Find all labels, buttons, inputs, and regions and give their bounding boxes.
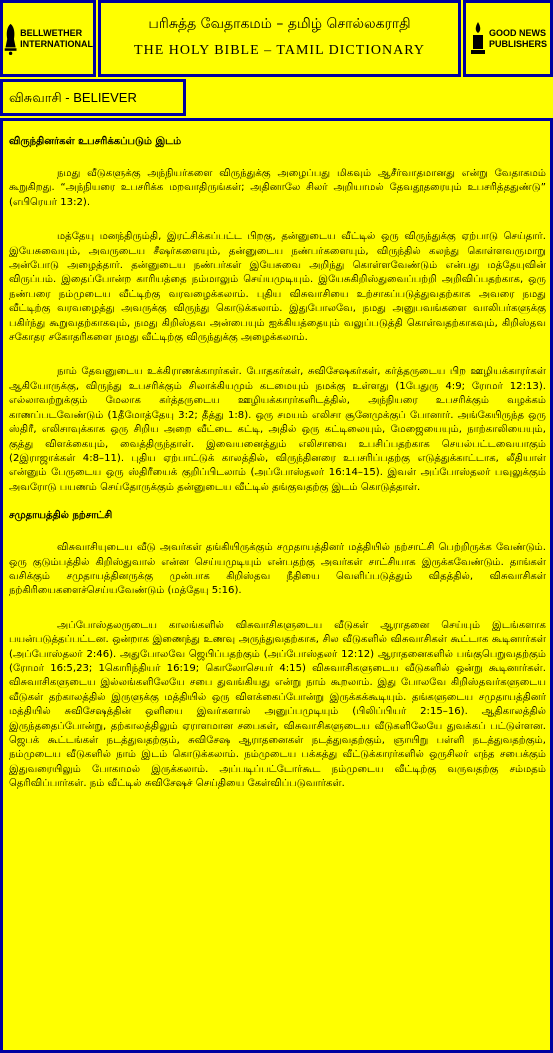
bellwether-logo-box — [0, 0, 96, 77]
good-news-logo — [466, 3, 550, 74]
entry-english: BELIEVER — [73, 90, 137, 105]
left-logo-line-1: BELLWETHER — [20, 27, 83, 38]
lamp-icon — [469, 19, 487, 59]
paragraph: விசுவாசியுடைய வீடு அவர்கள் தங்கியிருக்கும் சமுதாயத்தினர் மத்தியில் நற்சாட்சி பெற்றிருக்க வேண்டும். ஒரு குடும்பத்தில் கிறிஸ்துவால் என்ன செய்யமுடியும் என்பதற்கு அவர்கள் சாட்சியாக இருக்கவேண்டும். தாங்கள் வசிக்கும் சமுதாயத்தினருக்கு முன்பாக கிறிஸ்தவ நீதியை வெளிப்படுத்தும் விதத்தில், விசுவாசிகள் நற்கிரியைகளைச்செய்யவேண்டும் (மத்தேயு 5:16). — [9, 542, 546, 597]
title-tamil: பரிசுத்த வேதாகமம் – தமிழ் சொல்லகராதி — [148, 16, 411, 32]
title-box — [98, 0, 461, 77]
section-heading-hospitality: விருந்தினர்கள் உபசரிக்கப்படும் இடம் — [9, 136, 182, 147]
paragraph: நமது வீடுகளுக்கு அந்நியர்களை விருந்துக்கு அழைப்பது மிகவும் ஆசீர்வாதமானது என்று வேதாகமம் கூறுகிறது. “அந்நியரை உபசரிக்க மறவாதிருங்கள்; அதினாலே சிலர் அறியாமல் தேவதூதரையும் உபசரித்ததுண்டு” (எபிரெயர் 13:2). — [9, 168, 546, 208]
entry-separator: - — [61, 90, 74, 105]
paragraph: மத்தேயு மனந்திரும்தி, இரட்சிக்கப்பட்ட பிறகு, தன்னுடைய வீட்டில் ஒரு விருந்துக்கு ஏற்பாடு செய்தார். இயேசுவையும், அவருடைய சீஷர்களையும், தன்னுடைய நண்பர்களையும், விருந்தில் கலந்து கொள்ளவருமாறு அன்போடு அழைத்தார். தன்னுடைய நண்பர்கள் இயேசுவை அறிந்து கொள்ளவேண்டும் என்பது மத்தேயுவின் விருப்பம். இதைப்போன்ற காரியத்தை நம்மாலும் செய்யமுடியும். இயேசுகிறிஸ்துவைப்பற்றி அறிவிப்பதற்காக, ஒரு நண்பரை நம்முடைய வீட்டிற்கு வரவழைக்கலாம். புதிய விசுவாசியை உற்சாகப்படுத்துவதற்காக அவரை நமது வீட்டிற்கு வரவழைத்து அவருக்கு விருந்து கொடுக்கலாம். இதுபோலவே, நமது அனுபவங்களை வாலிபர்களுக்கு பகிர்ந்து கூறுவதற்காகவும், நமது கிறிஸ்தவ அன்பையும் ஐக்கியத்தையும் வலுப்படுத்தி கொள்வதற்காகவும், கிறிஸ்தவ சகோதர சகோதரிகளை நமது வீட்டிற்கு விருந்துக்கு அழைக்கலாம். — [9, 231, 546, 344]
entry-title-box — [0, 79, 186, 116]
paragraph: நாம் தேவனுடைய உக்கிராணக்காரர்கள். போதகர்கள், சுவிசேஷகர்கள், கர்த்தருடைய பிற ஊழியக்காரர்கள் ஆகியோருக்கு, விருந்து உபசரிக்கும் சிலாக்கியமும் கடமையும் நமக்கு உள்ளது (1பேதுரு 4:9; ரோமர் 12:13). எல்லாவற்றுக்கும் மேலாக கர்த்தருடைய ஊழியக்காரர்களிடத்தில், அந்நியரை உபசரிக்கும் வழக்கம் காணப்படவேண்டும் (1தீமோத்தேயு 3:2; தீத்து 1:8). ஒரு சமயம் எலிசா சூனேமுக்குப் போனார். அங்கேயிருந்த ஒரு ஸ்திரீ, எலிசாவுக்காக ஒரு சிறிய அறை வீட்டை கட்டி, அதில் ஒரு கட்டிலையும், மேஜையையும், நாற்காலியையும், குத்து விளக்கையும், வைத்திருந்தாள். இவையனைத்தும் எலிசாவை உபசிப்பதற்காக செயல்பட்டவையாகும் (2இராஜாக்கள் 4:8–11). புதிய ஏற்பாட்டுக் காலத்தில், விருந்தினரை உபசரிப்பதற்கு எடுத்துக்காட்டாக, லீதியாள் என்னும் பேருடைய ஒரு ஸ்திரீயைக் குறிப்பிடலாம் (அப்போஸ்தலர் 16:14–15). இவள் அப்போஸ்தலர் பவுலுக்கும் அவரோடு பயணம் செய்தோருக்கும் தன்னுடைய வீட்டில் தங்குவதற்கு இடம் கொடுத்தாள். — [9, 366, 546, 493]
article-body — [0, 118, 553, 1053]
title-english: THE HOLY BIBLE – TAMIL DICTIONARY — [134, 43, 425, 58]
section-heading-witness: சமுதாயத்தில் நற்சாட்சி — [9, 510, 113, 522]
left-logo-line-2: INTERNATIONAL — [20, 38, 93, 49]
bell-icon — [3, 19, 18, 59]
right-logo-line-1: GOOD NEWS — [488, 27, 546, 38]
bellwether-logo — [3, 3, 93, 74]
right-logo-line-2: PUBLISHERS — [488, 38, 547, 49]
good-news-logo-box — [463, 0, 553, 77]
paragraph: அப்போஸ்தலருடைய காலங்களில் விசுவாசிகளுடைய வீடுகள் ஆராதனை செய்யும் இடங்களாக பயன்படுத்தப்பட்டன. ஒன்றாக இணைந்து உணவு அருந்துவதற்காக, சில வீடுகளில் விசுவாசிகள் கூட்டாக கூடினார்கள் (அப்போஸ்தலர் 2:46). அதுபோலவே ஜெபிப்பதற்கும் (அப்போஸ்தலர் 12:12) ஆராதனைகளில் பங்குபெறுவதற்கும் (ரோமர் 16:5,23; 1கொரிந்தியர் 16:19; கொலோசெயர் 4:15) விசுவாசிகளுடைய வீடுகளில் ஒன்று கூடினார்கள். விசுவாசிகளுடைய இல்லங்களிலேயே சபை துவங்கியது என்று நாம் கூறலாம். இது போலவே கிறிஸ்தவர்களுடைய வீடுகள் தற்காலத்தில் இருளுக்கு மத்தியில் ஒரு விளக்கைப்போன்று இருக்கக்கூடியும். தங்களுடைய சமுதாயத்தினர் மத்தியில் சுவிசேஷத்தின் ஒளியை இவர்களால் அனுப்பமுடியும் (பிலிப்பியர் 2:15–16). ஆதிகாலத்தில் இருந்ததைப்போன்று, தற்காலத்திலும் ஏராளமான சபைகள், விசுவாசிகளுடைய வீடுகளிலேயே துவக்கப் பட்டுள்ளன. ஜெபக் கூட்டங்கள் நடத்துவதற்கும், சுவிசேஷ ஆராதனைகள் நடத்துவதற்கும், ஞாயிறு பள்ளி நடத்துவதற்கும், நம்முடைய வீடுகளில் நாம் இடம் கொடுக்கலாம். நம்முடைய பக்கத்து வீட்டுக்காரர்களில் ஒருசிலர் எந்த சபைக்கும் இதுவரையிலும் போகாமல் இருக்கலாம். அப்படிப்பட்டோர்கூட நம்முடைய வீட்டிற்கு வருவதற்கு சம்மதம் தெரிவிப்பார்கள். நம் வீட்டில் சுவிசேஷச் செய்தியை கேள்விப்படுவார்கள். — [9, 619, 546, 790]
entry-title — [3, 82, 183, 113]
entry-tamil: விசுவாசி — [9, 90, 62, 105]
